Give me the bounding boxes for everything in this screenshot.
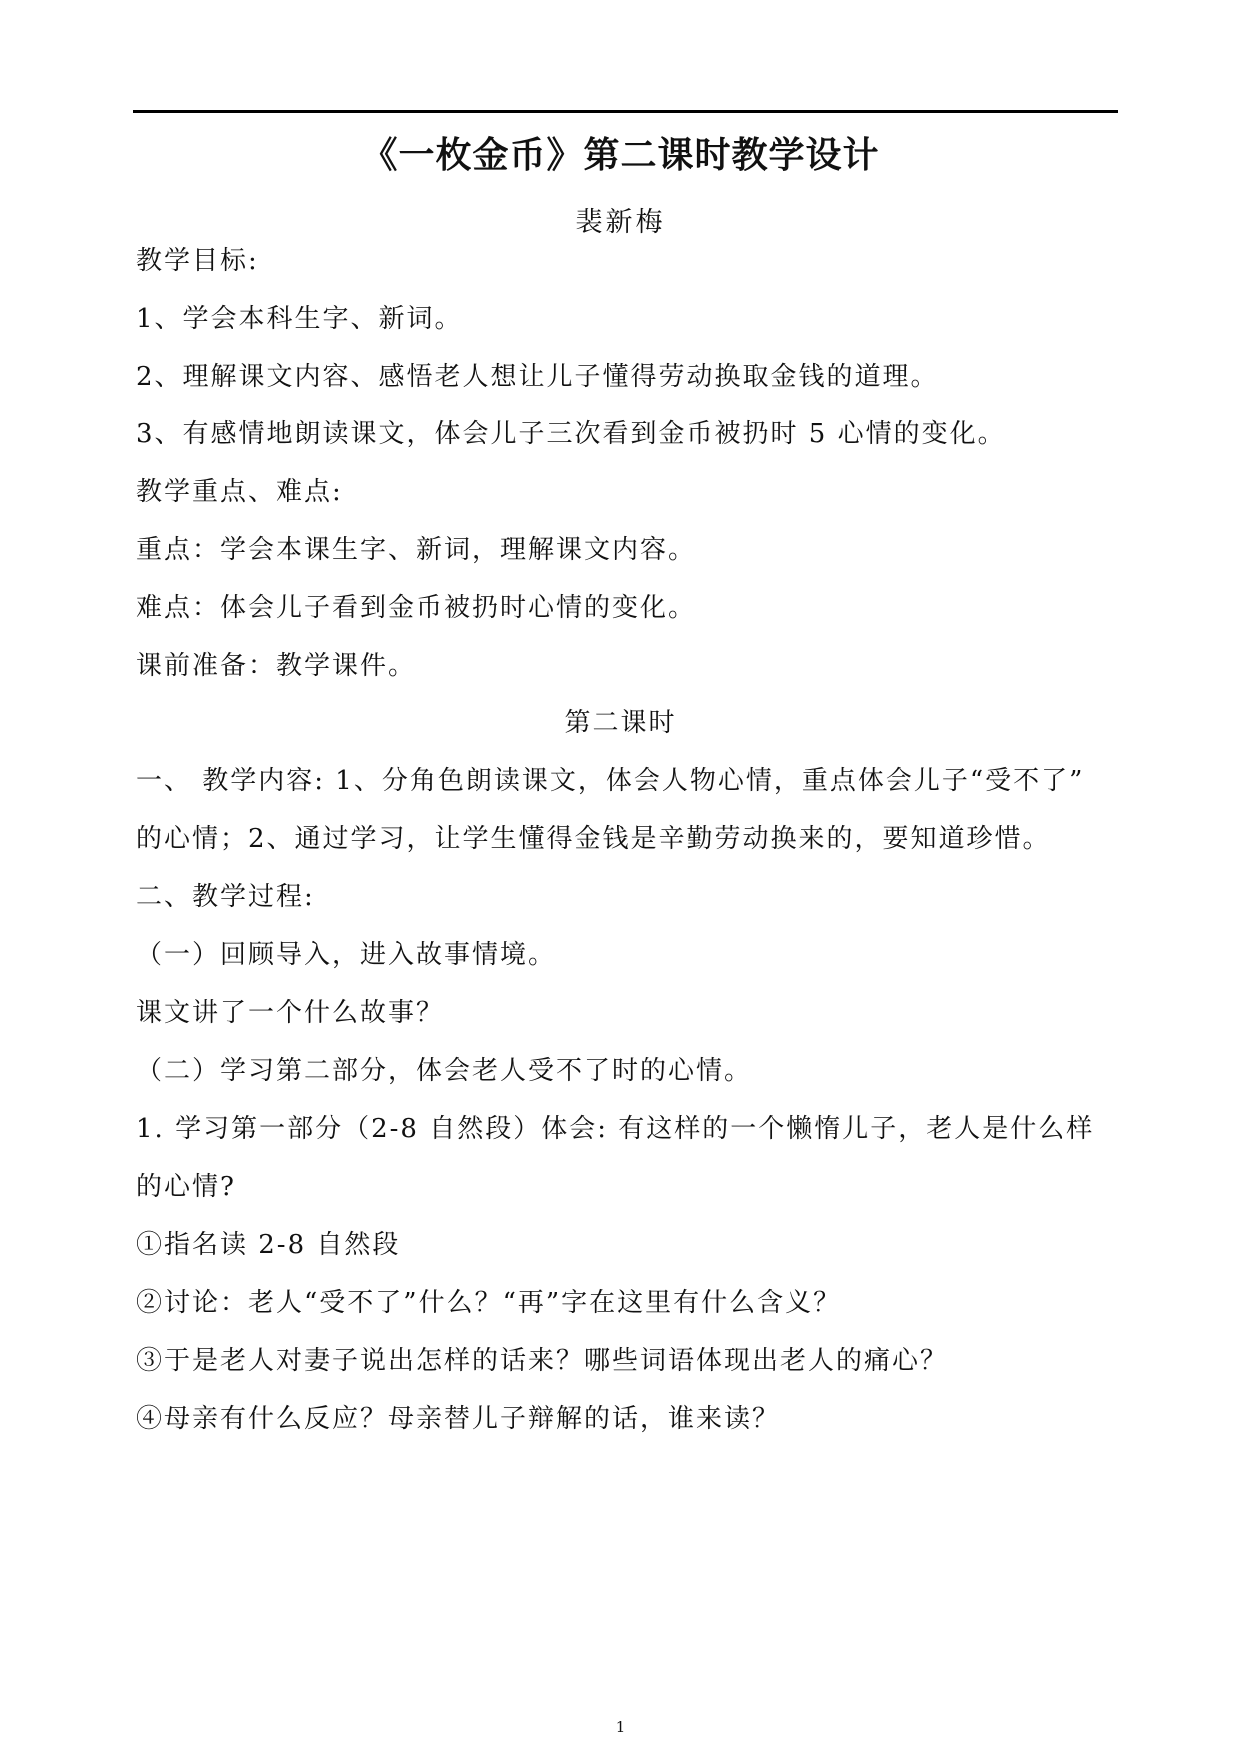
document-title: 《一枚金币》第二课时教学设计 — [361, 134, 880, 176]
section-heading-objectives: 教学目标: — [136, 246, 259, 276]
page-number: 1 — [615, 1718, 626, 1736]
preparation-line: 课前准备：教学课件。 — [136, 651, 417, 681]
list-item: ④母亲有什么反应？母亲替儿子辩解的话，谁来读？ — [136, 1404, 781, 1434]
list-item: ②讨论：老人“受不了”什么？“再”字在这里有什么含义？ — [136, 1288, 842, 1318]
header-rule — [133, 110, 1118, 113]
section-heading-process: 二、教学过程: — [136, 882, 315, 912]
body-paragraph: 的心情；2、通过学习，让学生懂得金钱是辛勤劳动换来的，要知道珍惜。 — [136, 824, 1051, 854]
lesson-subheading: 第二课时 — [564, 708, 677, 738]
body-paragraph: 的心情? — [136, 1172, 236, 1202]
step-heading: （一）回顾导入，进入故事情境。 — [136, 940, 557, 970]
step-heading: （二）学习第二部分，体会老人受不了时的心情。 — [136, 1056, 753, 1086]
list-item: ①指名读 2-8 自然段 — [136, 1230, 401, 1260]
objective-item: 2、理解课文内容、感悟老人想让儿子懂得劳动换取金钱的道理。 — [136, 362, 939, 392]
body-paragraph: 课文讲了一个什么故事？ — [136, 998, 445, 1028]
objective-item: 3、有感情地朗读课文，体会儿子三次看到金币被扔时 5 心情的变化。 — [136, 419, 1006, 449]
difficulty-item: 难点：体会儿子看到金币被扔时心情的变化。 — [136, 593, 697, 623]
objective-item: 1、学会本科生字、新词。 — [136, 304, 463, 334]
list-item: ③于是老人对妻子说出怎样的话来？哪些词语体现出老人的痛心？ — [136, 1346, 949, 1376]
section-heading-key-points: 教学重点、难点: — [136, 477, 343, 507]
author-name: 裴新梅 — [575, 207, 666, 238]
key-point-item: 重点：学会本课生字、新词，理解课文内容。 — [136, 535, 697, 565]
body-paragraph: 一、 教学内容: 1、分角色朗读课文，体会人物心情，重点体会儿子“受不了” — [136, 766, 1085, 796]
body-paragraph: 1. 学习第一部分（2-8 自然段）体会: 有这样的一个懒惰儿子，老人是什么样 — [136, 1114, 1095, 1144]
